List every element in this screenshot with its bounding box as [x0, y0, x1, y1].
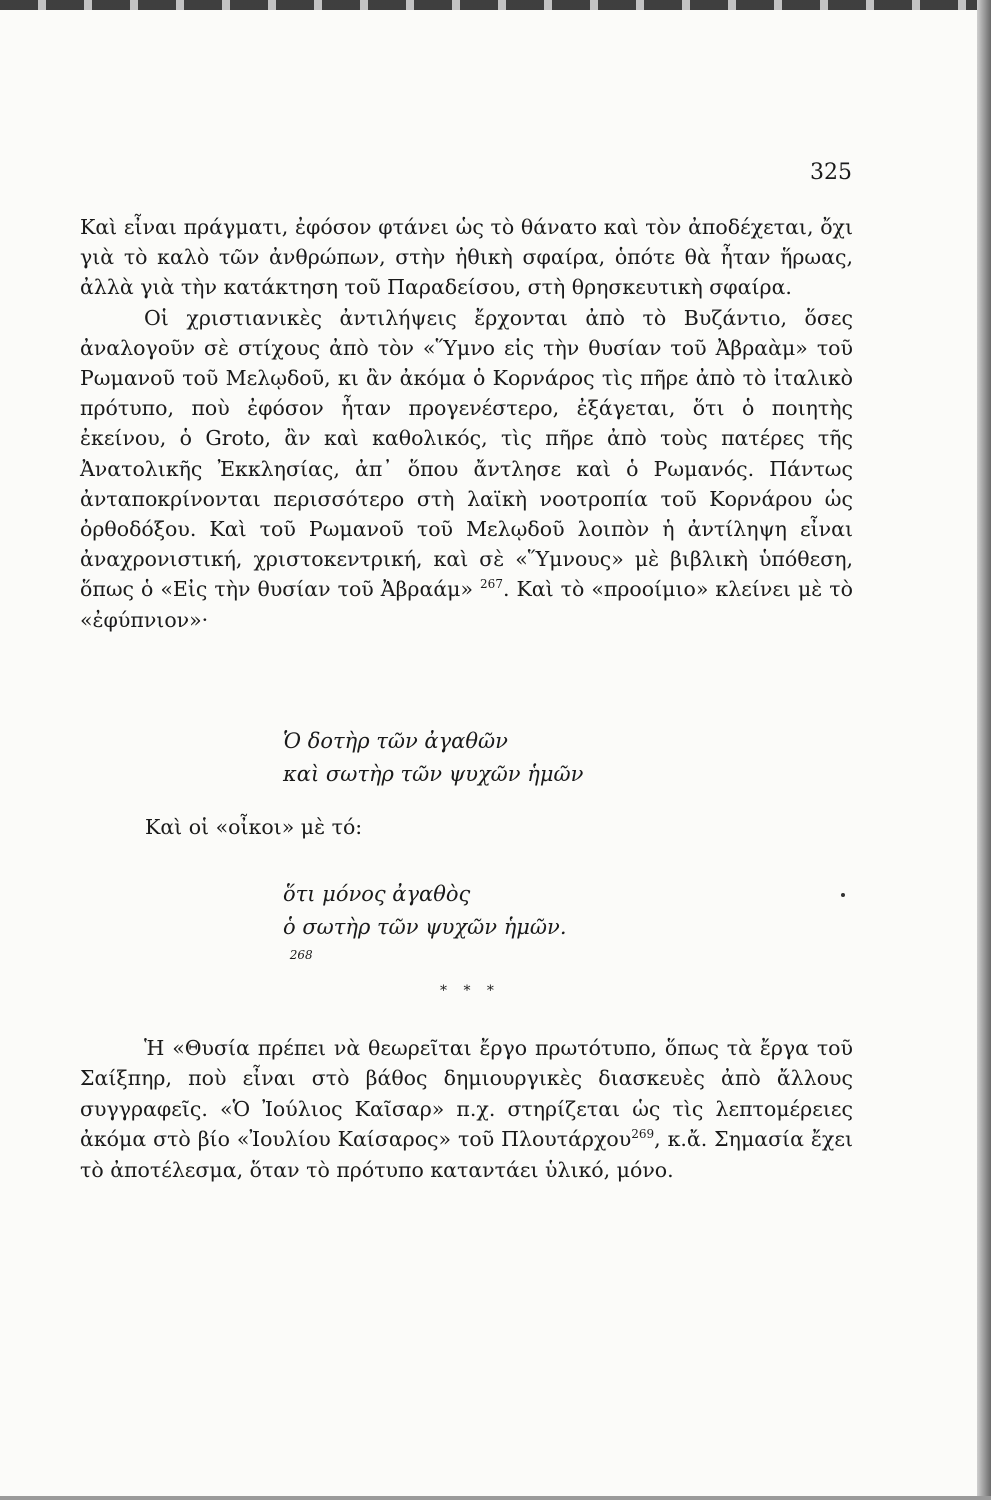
verse-1-line-2: καὶ σωτὴρ τῶν ψυχῶν ἡμῶν: [283, 762, 584, 786]
page-number: 325: [810, 160, 852, 185]
stray-dot-mark: [841, 893, 845, 897]
paragraph-2: [80, 303, 853, 635]
verse-2-line-2-text: ὁ σωτὴρ τῶν ψυχῶν ἡμῶν.: [283, 915, 567, 939]
scan-bottom-edge: [0, 1496, 991, 1500]
verse-quote-2: [283, 878, 567, 977]
footnote-ref-268: 268: [289, 948, 313, 962]
verse-intro-line: Καὶ οἱ «οἶκοι» μὲ τό:: [145, 815, 363, 839]
main-text-block: [80, 212, 853, 635]
scan-right-edge: [977, 0, 991, 1500]
footnote-ref-267: 267: [480, 577, 503, 592]
paragraph-3: [80, 1033, 853, 1185]
paragraph-3-tail: , κ.ἄ. Σημασία ἔχει τὸ ἀποτέλεσμα, ὅταν τὸ πρότυπο καταντάει ὑλικό, μόνο.: [80, 1127, 854, 1182]
paragraph-2-tail: . Καὶ τὸ «προοίμιο» κλείνει μὲ τὸ «ἐφύπνιον»·: [80, 577, 853, 632]
second-text-block: [80, 1033, 853, 1185]
paragraph-2-text: Οἱ χριστιανικὲς ἀντιλήψεις ἔρχονται ἀπὸ τὸ Βυζάντιο, ὅσες ἀναλογοῦν σὲ στίχους ἀπὸ τὸν «Ὕμνο εἰς τὴν θυσίαν τοῦ Ἀβραὰμ» τοῦ Ρωμανοῦ τοῦ Μελῳδοῦ, κι ἂν ἀκόμα ὁ Κορνάρος τὶς πῆρε ἀπὸ τὸ ἰταλικὸ πρότυπο, ποὺ ἐφόσον ἦταν προγενέστερο, ἐξάγεται, ὅτι ὁ ποιητὴς ἐκείνου, ὁ Groto, ἂν καὶ καθολικός, τὶς πῆρε ἀπὸ τοὺς πατέρες τῆς Ἀνατολικῆς Ἐκκλησίας, ἀπ᾿ ὅπου ἄντλησε καὶ ὁ Ρωμανός. Πάντως ἀνταποκρίνονται περισσότερο στὴ λαϊκὴ νοοτροπία τοῦ Κορνάρου ὡς ὀρθοδόξου. Καὶ τοῦ Ρωμανοῦ τοῦ Μελῳδοῦ λοιπὸν ἡ ἀντίληψη εἶναι ἀναχρονιστική, χριστοκεντρική, καὶ σὲ «Ὕμνους» μὲ βιβλικὴ ὑπόθεση, ὅπως ὁ «Εἰς τὴν θυσίαν τοῦ Ἀβραάμ»: [80, 305, 853, 602]
verse-quote-1: [283, 725, 583, 791]
section-separator: * * *: [440, 983, 500, 999]
verse-2-line-1: ὅτι μόνος ἀγαθὸς: [283, 882, 471, 906]
paragraph-1: Καὶ εἶναι πράγματι, ἐφόσον φτάνει ὡς τὸ θάνατο καὶ τὸν ἀποδέχεται, ὄχι γιὰ τὸ καλὸ τῶν ἀνθρώπων, στὴν ἠθικὴ σφαίρα, ὁπότε θὰ ἦταν ἥρωας, ἀλλὰ γιὰ τὴν κατάκτηση τοῦ Παραδείσου, στὴ θρησκευτικὴ σφαίρα.: [80, 215, 853, 300]
footnote-ref-269: 269: [631, 1127, 655, 1142]
paragraph-3-text: Ἡ «Θυσία πρέπει νὰ θεωρεῖται ἔργο πρωτότυπο, ὅπως τὰ ἔργα τοῦ Σαίξπηρ, ποὺ εἶναι στὸ βάθος δημιουργικὲς διασκευὲς ἀπὸ ἄλλους συγγραφεῖς. «Ὁ Ἰούλιος Καῖσαρ» π.χ. στηρίζεται ὡς τὶς λεπτομέρειες ἀκόμα στὸ βίο «Ἰουλίου Καίσαρος» τοῦ Πλουτάρχου: [80, 1036, 853, 1152]
scan-top-edge: [0, 0, 991, 10]
verse-1-line-1: Ὁ δοτὴρ τῶν ἀγαθῶν: [283, 729, 508, 753]
verse-2-line-2: [283, 911, 567, 977]
